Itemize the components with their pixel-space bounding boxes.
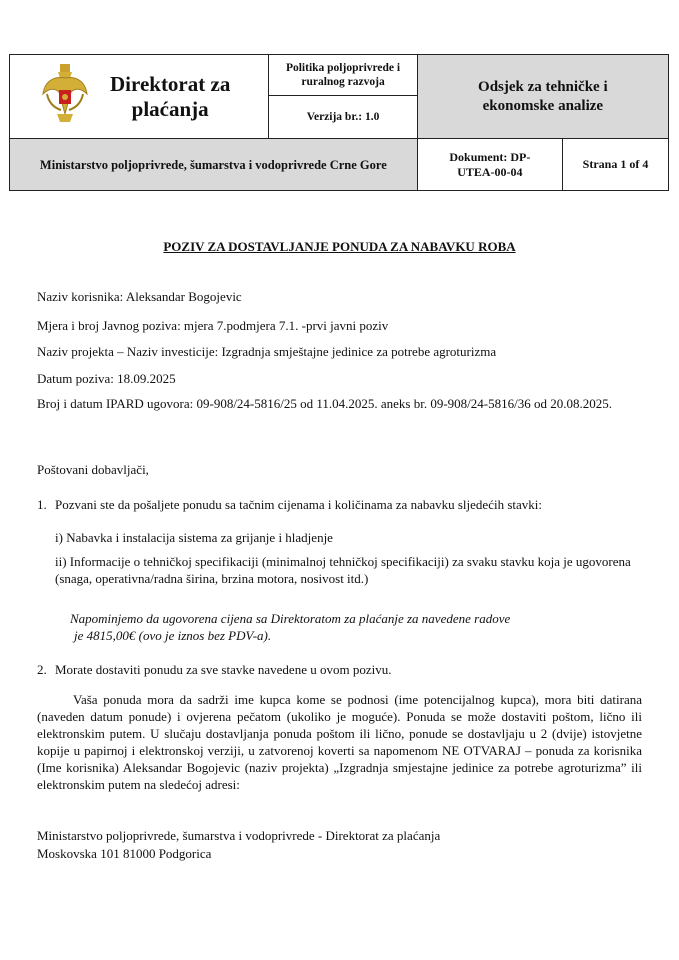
ministry-cell bbox=[10, 139, 418, 191]
policy-text: Politika poljoprivrede i ruralnog razvoja bbox=[269, 55, 416, 96]
department-text: Odsjek za tehničke i ekonomske analize bbox=[478, 78, 608, 114]
field-project: Naziv projekta – Naziv investicije: Izgradnja smještajne jedinice za potrebe agroturizma bbox=[37, 344, 497, 359]
list-item-1-number: 1. bbox=[37, 497, 47, 512]
field-contract: Broj i datum IPARD ugovora: 09-908/24-5816/25 od 11.04.2025. aneks br. 09-908/24-5816/36 od 20.08.2025. bbox=[37, 396, 612, 411]
list-item-2-text: Morate dostaviti ponudu za sve stavke navedene u ovom pozivu. bbox=[55, 662, 392, 677]
list-item-1-text: Pozvani ste da pošaljete ponudu sa tačnim cijenama i količinama za nabavku sljedećih stavki: bbox=[55, 497, 542, 512]
org-cell bbox=[10, 55, 269, 139]
field-beneficiary: Naziv korisnika: Aleksandar Bogojevic bbox=[37, 289, 242, 304]
list-item-1 bbox=[37, 496, 642, 513]
list-item-2-number: 2. bbox=[37, 662, 47, 677]
page-cell bbox=[563, 139, 669, 191]
address-line-2: Moskovska 101 81000 Podgorica bbox=[37, 846, 212, 861]
note-line-1: Napominjemo da ugovorena cijena sa Direktoratom za plaćanje za navedene radove bbox=[70, 611, 511, 626]
field-measure: Mjera i broj Javnog poziva: mjera 7.podmjera 7.1. -prvi javni poziv bbox=[37, 318, 389, 333]
subitem-2: ii) Informacije o tehničkoj specifikaciji (minimalnoj tehničkoj specifikaciji) za svaku stavku koja je ugovorena (snaga, operativna/radna širina, brzina motora, nosivost itd.) bbox=[55, 554, 631, 586]
address-line-1: Ministarstvo poljoprivrede, šumarstva i vodoprivrede - Direktorat za plaćanja bbox=[37, 828, 441, 843]
page-text: Strana 1 of 4 bbox=[582, 157, 649, 171]
document-text: Dokument: DP-UTEA-00-04 bbox=[449, 149, 531, 179]
document-cell bbox=[417, 139, 562, 191]
page-title: POZIV ZA DOSTAVLJANJE PONUDA ZA NABAVKU ROBA bbox=[163, 239, 516, 254]
header-table bbox=[9, 54, 669, 191]
subitem-1: i) Nabavka i instalacija sistema za grijanje i hladjenje bbox=[55, 530, 333, 545]
submission-paragraph: Vaša ponuda mora da sadrži ime kupca kome se podnosi (ime potencijalnog kupca), mora biti datirana (naveden datum ponude) i ovjerena pečatom (ukoliko je moguće). Ponuda se može dostaviti poštom, lično ili elektronskim putem. U slučaju dostavljanja ponuda poštom ili lično, ponude se dostavljaju u 2 (dvije) istovjetne kopije u papirnoj i elektronskoj verziji, u zatvorenoj koverti sa napomenom NE OTVARAJ – ponuda za korisnika (Ime korisnika) Aleksandar Bogojevic (naziv projekta) „Izgradnja smjestajne jedinice za potrebe agroturizma” ili elektronskim putem na sledećoj adresi: bbox=[37, 692, 642, 792]
policy-version-cell bbox=[269, 55, 417, 139]
org-title: Direktorat za plaćanja bbox=[110, 71, 231, 121]
department-cell bbox=[417, 55, 668, 139]
list-item-2 bbox=[37, 661, 642, 678]
greeting: Poštovani dobavljači, bbox=[37, 462, 149, 477]
field-date: Datum poziva: 18.09.2025 bbox=[37, 371, 176, 386]
ministry-text: Ministarstvo poljoprivrede, šumarstva i vodoprivrede Crne Gore bbox=[39, 157, 387, 172]
coat-of-arms-logo bbox=[41, 64, 89, 129]
note-line-2: je 4815,00€ (ovo je iznos bez PDV-a). bbox=[74, 628, 272, 643]
version-text: Verzija br.: 1.0 bbox=[306, 111, 380, 123]
